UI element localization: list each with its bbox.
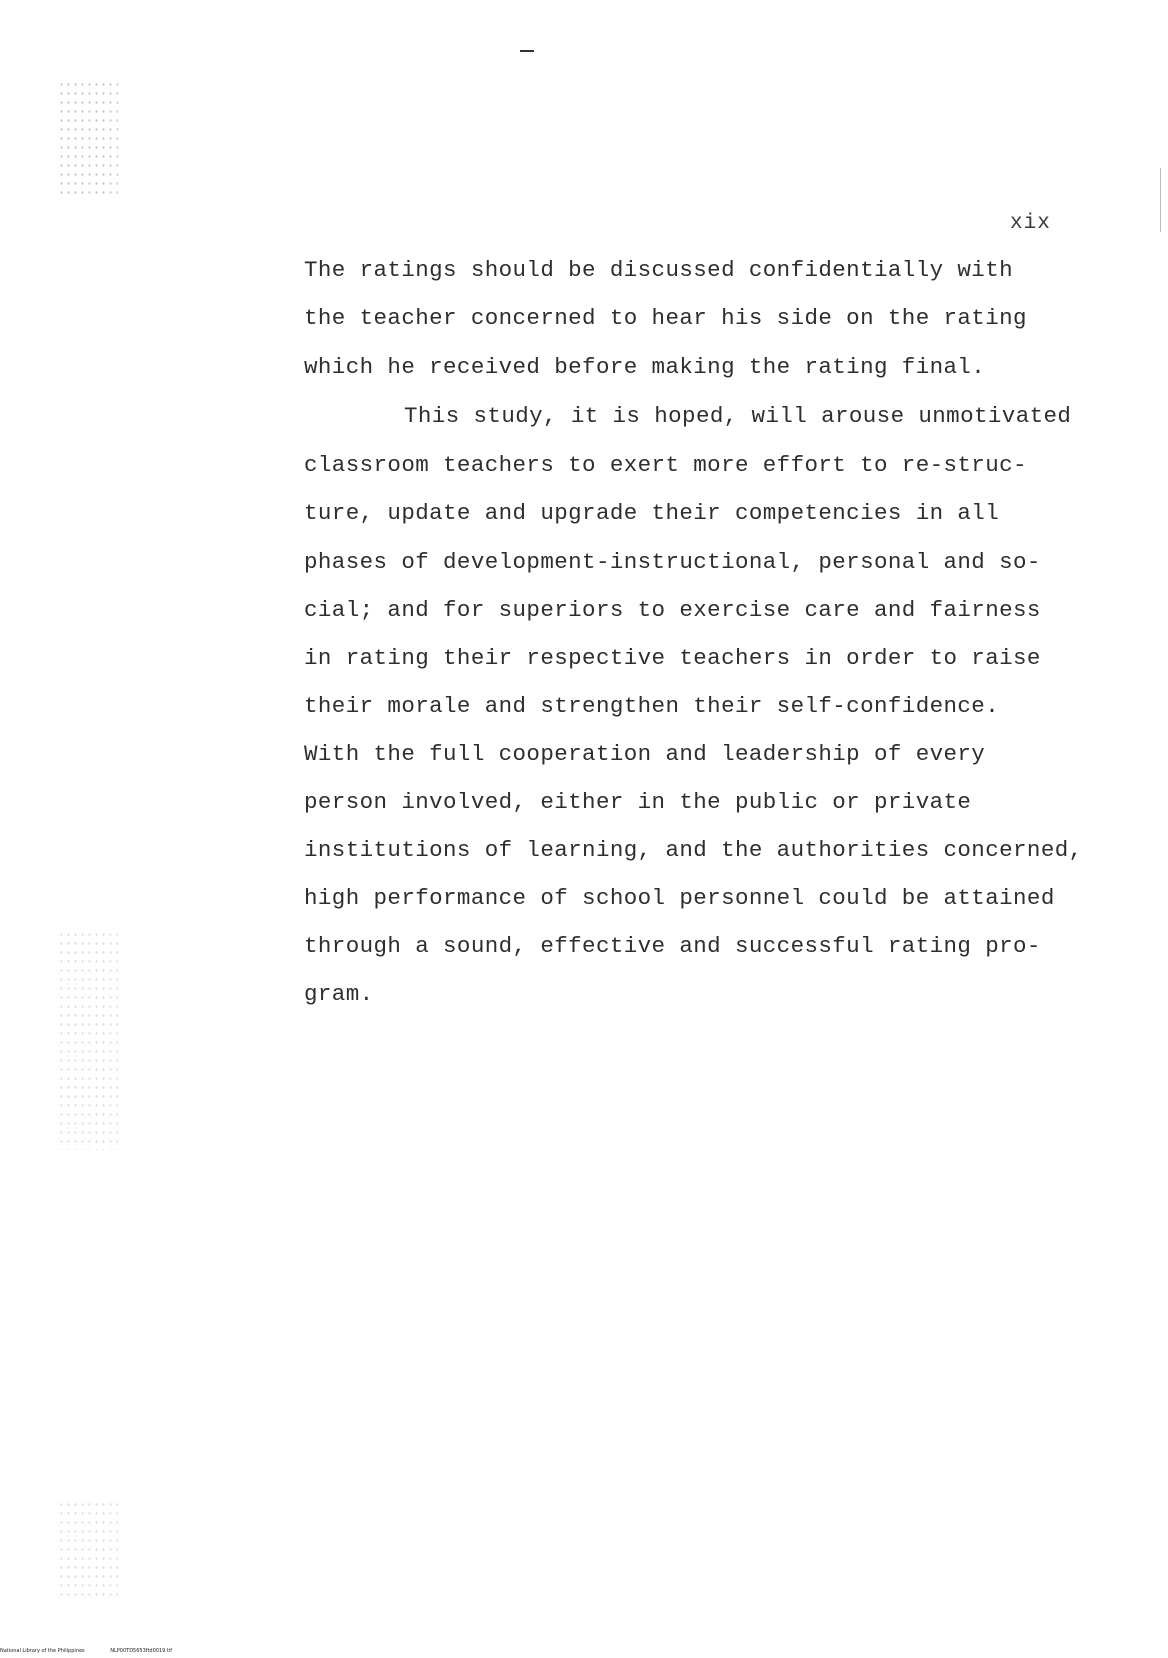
top-dash-mark xyxy=(520,50,534,52)
edge-mark xyxy=(1160,168,1161,232)
body-line: ture, update and upgrade their competencies in all xyxy=(304,500,1000,526)
page-number: xix xyxy=(1010,212,1051,235)
body-line: in rating their respective teachers in order to raise xyxy=(304,645,1041,671)
body-line: phases of development-instructional, personal and so- xyxy=(304,549,1041,575)
body-line: which he received before making the rating final. xyxy=(304,354,986,380)
scan-speckle xyxy=(58,930,118,1150)
body-line: classroom teachers to exert more effort to re-struc- xyxy=(304,452,1027,478)
body-line: The ratings should be discussed confidentially with xyxy=(304,257,1014,283)
scan-speckle xyxy=(58,80,118,200)
library-credit: National Library of the Philippines xyxy=(0,1648,85,1654)
body-line: high performance of school personnel could be attained xyxy=(304,885,1055,911)
body-line: through a sound, effective and successful rating pro- xyxy=(304,933,1041,959)
body-line: person involved, either in the public or private xyxy=(304,789,972,815)
body-line: This study, it is hoped, will arouse unmotivated xyxy=(404,403,1072,429)
body-line: gram. xyxy=(304,981,374,1007)
body-line: institutions of learning, and the authorities concerned, xyxy=(304,837,1083,863)
file-name: NLP00TD5653ftd0019.tif xyxy=(110,1648,172,1654)
body-line: cial; and for superiors to exercise care and fairness xyxy=(304,597,1041,623)
scan-footer xyxy=(0,1648,196,1654)
body-line: their morale and strengthen their self-confidence. xyxy=(304,693,1000,719)
body-line: the teacher concerned to hear his side on the rating xyxy=(304,305,1027,331)
body-line: With the full cooperation and leadership of every xyxy=(304,741,986,767)
scan-speckle xyxy=(58,1500,118,1600)
